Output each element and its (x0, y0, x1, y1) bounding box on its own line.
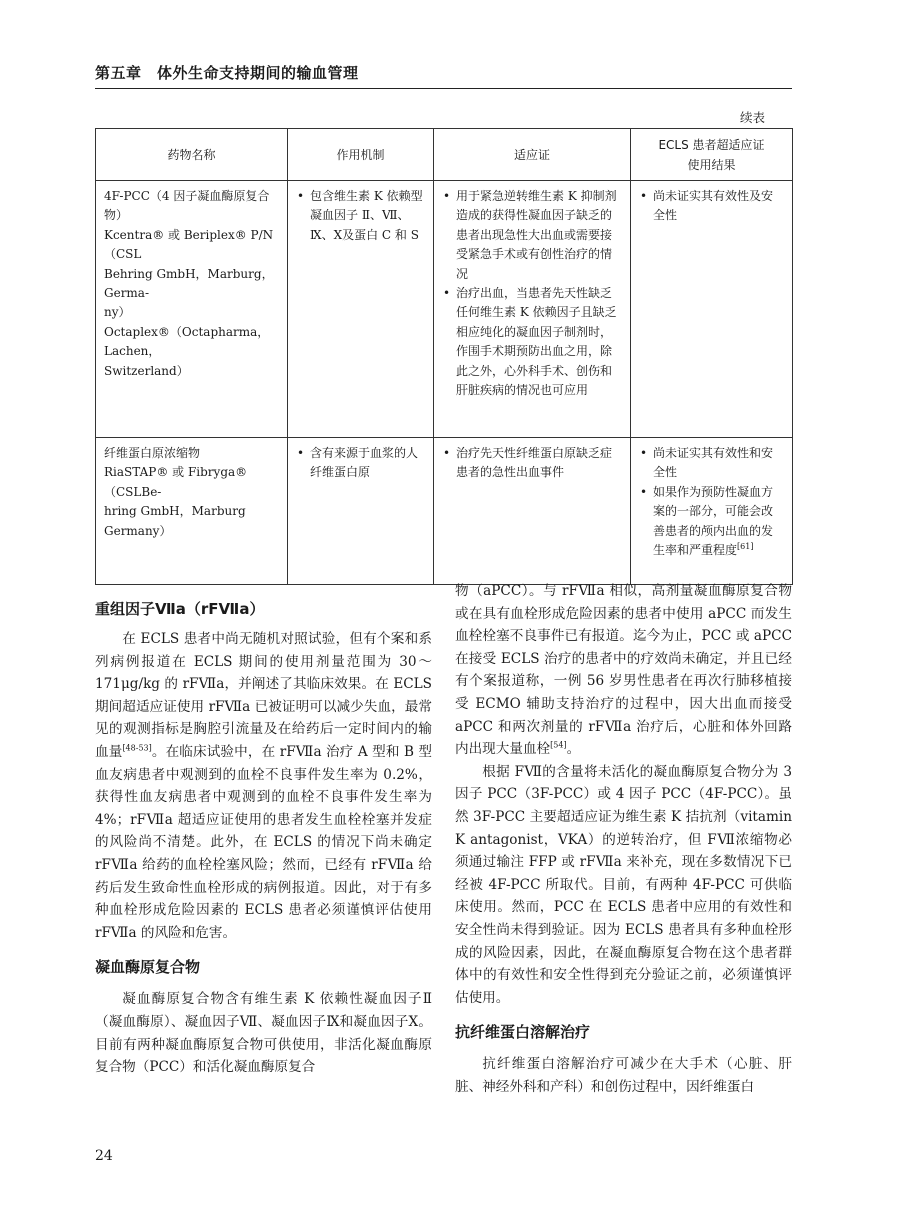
mechanism-item: • 含有来源于血浆的人纤维蛋白原 (296, 444, 425, 483)
header-mechanism: 作用机制 (288, 129, 434, 181)
drug-name-line: Switzerland） (104, 363, 189, 378)
indication-cell (434, 438, 631, 585)
paragraph-text: 。在临床试验中，在 rFⅦa 治疗 A 型和 B 型血友病患者中观测到的血栓不良事件发生率为 0.2%，获得性血友病患者中观测到的血栓不良事件发生率为 4%；rFⅦa 超适应证使用的患者发生血栓栓塞并发症的风险尚不清楚。此外，在 ECLS 的情况下尚未确定 rFⅦa 给药的血栓栓塞风险；然而，已经有 rFⅦa 给药后发生致命性血栓形成的病例报道。因此，对于有多种血栓形成危险因素的 ECLS 患者必须谨慎评估使用 rFⅦa 的风险和危害。 (95, 743, 433, 941)
table-row (96, 181, 793, 438)
indication-item: • 用于紧急逆转维生素 K 抑制剂造成的获得性凝血因子缺乏的患者出现急性大出血或需要接受紧急手术或有创性治疗的情况 (442, 187, 622, 284)
result-cell (631, 438, 793, 585)
mechanism-cell (288, 181, 434, 438)
page-number: 24 (95, 1148, 113, 1164)
section-heading-antifibrinolytic: 抗纤维蛋白溶解治疗 (455, 1023, 591, 1042)
drug-table (95, 128, 793, 585)
result-item-text: 如果作为预防性凝血方案的一部分，可能会改善患者的颅内出血的发生率和严重程度 (653, 484, 774, 558)
indication-cell (434, 181, 631, 438)
citation: [48-53] (122, 743, 152, 753)
indication-item: • 治疗出血，当患者先天性缺乏任何维生素 K 依赖因子且缺乏相应纯化的凝血因子制剂时，作围手术期预防出血之用，除此之外，心外科手术、创伤和肝脏疾病的情况也可应用 (442, 284, 622, 400)
drug-name-line: hring GmbH，Marburg Germany） (104, 504, 246, 538)
drug-name-line: Octaplex®（Octapharma，Lachen， (104, 324, 270, 359)
drug-name-line: 4F-PCC（4 因子凝血酶原复合物） (104, 189, 270, 223)
result-cell (631, 181, 793, 438)
drug-name-line: RiaSTAP® 或 Fibryga®（CSLBe- (104, 465, 248, 499)
paragraph-text: 。 (566, 741, 581, 758)
header-offlabel-result (631, 129, 793, 181)
right-column (455, 580, 792, 1098)
paragraph (95, 628, 432, 944)
drug-name-line: Kcentra® 或 Beriplex® P/N（CSL (104, 227, 274, 262)
result-item: • 尚未证实其有效性和安全性 (639, 444, 784, 483)
mechanism-item: • 包含维生素 K 依赖型凝血因子 Ⅱ、Ⅶ、Ⅸ、Ⅹ及蛋白 C 和 S (296, 187, 425, 245)
chapter-header: 第五章 体外生命支持期间的输血管理 (95, 64, 359, 82)
result-item: • 尚未证实其有效性及安全性 (639, 187, 784, 226)
drug-name-cell (96, 438, 288, 585)
header-rule (95, 88, 792, 89)
section-heading-rfviia: 重组因子Ⅶa（rFⅦa） (95, 600, 265, 618)
header-offlabel-line2: 使用结果 (687, 157, 736, 172)
paragraph (455, 580, 792, 761)
paragraph: 凝血酶原复合物含有维生素 K 依赖性凝血因子Ⅱ（凝血酶原）、凝血因子Ⅶ、凝血因子Ⅸ和凝血因子Ⅹ。目前有两种凝血酶原复合物可供使用，非活化凝血酶原复合物（PCC）和活化凝血酶原复合 (95, 991, 432, 1076)
paragraph: 根据 FⅦ的含量将未活化的凝血酶原复合物分为 3 因子 PCC（3F-PCC）或 4 因子 PCC（4F-PCC）。虽然 3F-PCC 主要超适应证为维生素 K 拮抗剂（vitamin K antagonist，VKA）的逆转治疗，但 FⅦ浓缩物必须通过输注 FFP 或 rFⅦa 来补充，现在多数情况下已经被 4F-PCC 所取代。目前，有两种 4F-PCC 可供临床使用。然而，PCC 在 ECLS 患者中应用的有效性和安全性尚未得到验证。因为 ECLS 患者具有多种血栓形成的风险因素，因此，在凝血酶原复合物在这个患者群体中的有效性和安全性得到充分验证之前，必须谨慎评估使用。 (455, 763, 792, 1006)
paragraph-text: 在 ECLS 患者中尚无随机对照试验，但有个案和系列病例报道在 ECLS 期间的使用剂量范围为 30～171μg/kg 的 rFⅦa，并阐述了其临床效果。在 ECLS 期间超适应证使用 rFⅦa 已被证明可以减少失血，最常见的观测指标是胸腔引流量及在给药后一定时间内的输血量 (95, 631, 432, 760)
citation: [54] (550, 740, 567, 750)
indication-item: • 治疗先天性纤维蛋白原缺乏症患者的急性出血事件 (442, 444, 622, 483)
table-row (96, 438, 793, 585)
result-item (639, 483, 784, 561)
header-offlabel-line1: ECLS 患者超适应证 (658, 137, 765, 152)
continued-label: 续表 (740, 110, 766, 125)
paragraph: 抗纤维蛋白溶解治疗可减少在大手术（心脏、肝脏、神经外科和产科）和创伤过程中，因纤维蛋白 (455, 1056, 792, 1095)
header-indication: 适应证 (434, 129, 631, 181)
paragraph-text: 物（aPCC）。与 rFⅦa 相似，高剂量凝血酶原复合物或在具有血栓形成危险因素的患者中使用 aPCC 而发生血栓栓塞不良事件已有报道。迄今为止，PCC 或 aPCC 在接受 ECLS 治疗的患者中的疗效尚未确定，并且已经有个案报道称，一例 56 岁男性患者在再次行肺移植接受 ECMO 辅助支持治疗的过程中，因大出血而接受 aPCC 和两次剂量的 rFⅦa 治疗后，心脏和体外回路内出现大量血栓 (455, 583, 792, 758)
drug-name-line: 纤维蛋白原浓缩物 (104, 446, 201, 460)
mechanism-cell (288, 438, 434, 585)
drug-name-line: Behring GmbH，Marburg，Germa- (104, 266, 274, 301)
drug-name-line: ny） (104, 305, 131, 320)
section-heading-pcc: 凝血酶原复合物 (95, 958, 201, 977)
left-column (95, 598, 432, 1079)
drug-name-cell (96, 181, 288, 438)
citation: [61] (737, 542, 754, 552)
header-drug-name: 药物名称 (96, 129, 288, 181)
